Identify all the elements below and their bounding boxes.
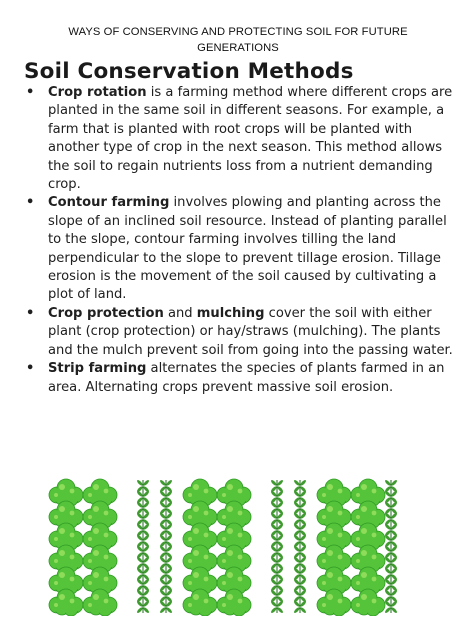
- method-term: mulching: [196, 305, 265, 321]
- sprout-icon: [384, 512, 398, 526]
- sprout-icon: [293, 556, 307, 570]
- sprout-icon: [384, 501, 398, 515]
- sprout-icon: [384, 545, 398, 559]
- sprout-icon: [384, 534, 398, 548]
- bullet-icon: •: [26, 361, 35, 377]
- method-item: [20, 84, 460, 194]
- sprout-icon: [293, 523, 307, 537]
- bush-icon: [317, 589, 351, 616]
- sprout-icon: [270, 578, 284, 592]
- sprout-icon: [159, 545, 173, 559]
- bullet-icon: •: [26, 195, 35, 211]
- sprout-icon: [270, 512, 284, 526]
- sprout-icon: [159, 589, 173, 603]
- sprout-icon: [136, 534, 150, 548]
- sprout-icon: [136, 490, 150, 504]
- sprout-icon: [159, 523, 173, 537]
- sprout-icon: [136, 512, 150, 526]
- sprout-icon: [270, 534, 284, 548]
- bush-icon: [183, 589, 217, 616]
- sprout-icon: [136, 523, 150, 537]
- sprout-icon: [159, 556, 173, 570]
- methods-list: [20, 84, 460, 397]
- header-line-2: GENERATIONS: [197, 42, 279, 54]
- sprout-icon: [293, 545, 307, 559]
- sprout-icon: [384, 589, 398, 603]
- sprout-icon: [270, 556, 284, 570]
- method-description: cover the soil with either plant (crop protection) or hay/straws (mulching). The plants and the mulch prevent soil from going into the passing water.: [48, 305, 453, 358]
- sprout-icon: [136, 479, 150, 493]
- bush-icon: [217, 589, 251, 616]
- method-term: Crop protection: [48, 305, 164, 321]
- sprout-icon: [136, 589, 150, 603]
- sprout-icon: [293, 501, 307, 515]
- method-item: [20, 194, 460, 304]
- method-item: [20, 360, 460, 397]
- sprout-icon: [270, 490, 284, 504]
- sprout-icon: [159, 578, 173, 592]
- sprout-icon: [136, 556, 150, 570]
- sprout-icon: [293, 600, 307, 614]
- sprout-icon: [384, 523, 398, 537]
- bush-icon: [83, 589, 117, 616]
- sprout-icon: [159, 534, 173, 548]
- sprout-icon: [293, 578, 307, 592]
- method-description: alternates the species of plants farmed in an area. Alternating crops prevent massive soil erosion.: [48, 361, 445, 395]
- document-header: [40, 24, 436, 56]
- sprout-icon: [293, 534, 307, 548]
- header-line-1: WAYS OF CONSERVING AND PROTECTING SOIL FOR FUTURE: [68, 26, 408, 38]
- sprout-icon: [270, 501, 284, 515]
- sprout-icon: [136, 578, 150, 592]
- sprout-icon: [384, 479, 398, 493]
- method-description: involves plowing and planting across the slope of an inclined soil resource. Instead of planting parallel to the slope, contour farming involves tilling the land perpendicular to the slope to prevent tillage erosion. Tillage erosion is the movement of the soil caused by cultivating a plot of land.: [48, 195, 447, 303]
- page-title: Soil Conservation Methods: [24, 59, 354, 84]
- sprout-icon: [159, 490, 173, 504]
- sprout-icon: [270, 523, 284, 537]
- sprout-icon: [384, 567, 398, 581]
- sprout-icon: [270, 479, 284, 493]
- sprout-icon: [270, 600, 284, 614]
- method-description: is a farming method where different crops are planted in the same soil in different seasons. For example, a farm that is planted with root crops will be planted with another type of crop in the next season. This method allows the soil to regain nutrients loss from a nutrient demanding crop.: [48, 85, 453, 193]
- sprout-icon: [293, 567, 307, 581]
- sprout-icon: [384, 556, 398, 570]
- sprout-icon: [384, 490, 398, 504]
- sprout-icon: [136, 600, 150, 614]
- sprout-icon: [293, 589, 307, 603]
- method-term: Contour farming: [48, 195, 170, 211]
- sprout-icon: [293, 512, 307, 526]
- method-term: Strip farming: [48, 361, 147, 377]
- sprout-icon: [293, 490, 307, 504]
- sprout-icon: [159, 479, 173, 493]
- bullet-icon: •: [26, 305, 35, 321]
- sprout-icon: [136, 501, 150, 515]
- sprout-icon: [159, 501, 173, 515]
- bush-icon: [351, 589, 385, 616]
- method-item: [20, 305, 460, 360]
- sprout-icon: [293, 479, 307, 493]
- sprout-icon: [159, 512, 173, 526]
- sprout-icon: [270, 589, 284, 603]
- strip-farming-field-illustration: [46, 478, 426, 616]
- sprout-icon: [270, 545, 284, 559]
- sprout-icon: [159, 567, 173, 581]
- bullet-icon: •: [26, 85, 35, 100]
- sprout-icon: [384, 578, 398, 592]
- sprout-icon: [136, 567, 150, 581]
- sprout-icon: [384, 600, 398, 614]
- method-description: and: [163, 305, 197, 321]
- sprout-icon: [136, 545, 150, 559]
- bush-icon: [49, 589, 83, 616]
- method-term: Crop rotation: [48, 85, 147, 100]
- sprout-icon: [270, 567, 284, 581]
- sprout-icon: [159, 600, 173, 614]
